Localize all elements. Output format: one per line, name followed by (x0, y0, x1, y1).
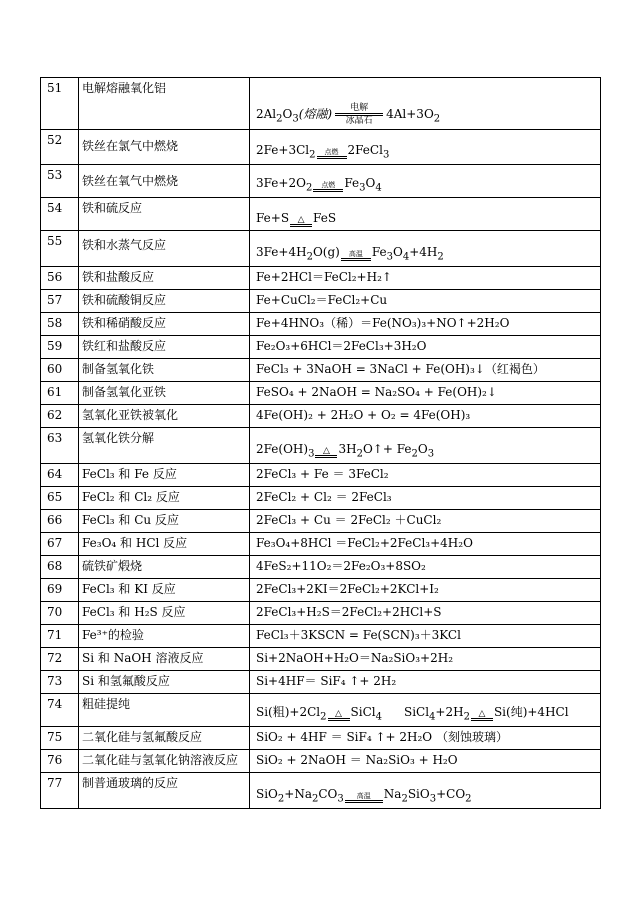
reaction-equation: SiO₂ + 4HF ＝ SiF₄ ↑+ 2H₂O （刻蚀玻璃） (250, 727, 601, 750)
table-row (41, 671, 601, 694)
reaction-name: 制备氢氧化铁 (79, 359, 250, 382)
reaction-equation: $2Fe(OH)_3$ △ $3H_2O↑+ Fe_2O_3$ (250, 428, 601, 464)
reaction-name: 粗硅提纯 (79, 694, 250, 727)
reaction-name: 电解熔融氧化铝 (79, 78, 250, 130)
reaction-condition: △ (290, 216, 312, 227)
reaction-equation: 2FeCl₃+H₂S＝2FeCl₂+2HCl+S (250, 602, 601, 625)
reaction-name: 铁丝在氧气中燃烧 (79, 165, 250, 198)
reaction-name: Fe₃O₄ 和 HCl 反应 (79, 533, 250, 556)
table-row (41, 267, 601, 290)
row-number: 60 (41, 359, 79, 382)
reaction-condition: $\frac{\text{电解}}{\text{冰晶石}}$ (335, 103, 383, 126)
table-row (41, 313, 601, 336)
table-row (41, 382, 601, 405)
row-number: 67 (41, 533, 79, 556)
reaction-name: 铁红和盐酸反应 (79, 336, 250, 359)
row-number: 76 (41, 750, 79, 773)
reaction-name: 硫铁矿煅烧 (79, 556, 250, 579)
row-number: 52 (41, 130, 79, 165)
table-row (41, 165, 601, 198)
table-row (41, 510, 601, 533)
row-number: 69 (41, 579, 79, 602)
table-row (41, 359, 601, 382)
reaction-equation: 4Fe(OH)₂ + 2H₂O + O₂ = 4Fe(OH)₃ (250, 405, 601, 428)
reaction-equation: 2FeCl₃ + Cu ＝ 2FeCl₂ ＋CuCl₂ (250, 510, 601, 533)
row-number: 72 (41, 648, 79, 671)
reaction-name: Si 和氢氟酸反应 (79, 671, 250, 694)
reaction-name: 二氧化硅与氢氧化钠溶液反应 (79, 750, 250, 773)
reaction-equation: FeSO₄ + 2NaOH = Na₂SO₄ + Fe(OH)₂↓ (250, 382, 601, 405)
table-row (41, 78, 601, 130)
reaction-equation: Fe+CuCl₂＝FeCl₂+Cu (250, 290, 601, 313)
table-row (41, 405, 601, 428)
table-row (41, 694, 601, 727)
row-number: 54 (41, 198, 79, 231)
table-row (41, 773, 601, 809)
row-number: 56 (41, 267, 79, 290)
row-number: 66 (41, 510, 79, 533)
row-number: 64 (41, 464, 79, 487)
row-number: 75 (41, 727, 79, 750)
reaction-name: Fe³⁺的检验 (79, 625, 250, 648)
reaction-name: FeCl₃ 和 H₂S 反应 (79, 602, 250, 625)
row-number: 68 (41, 556, 79, 579)
table-row (41, 750, 601, 773)
reaction-equation: Fe+2HCl＝FeCl₂+H₂↑ (250, 267, 601, 290)
row-number: 73 (41, 671, 79, 694)
reaction-condition: △ (315, 447, 337, 458)
reaction-name: 铁和盐酸反应 (79, 267, 250, 290)
reaction-equation: $2Fe+3Cl_2$ 点燃 2FeCl$_3$ (250, 130, 601, 165)
reaction-equation: FeCl₃ + 3NaOH = 3NaCl + Fe(OH)₃↓（红褐色） (250, 359, 601, 382)
reaction-condition: 高温 (345, 792, 383, 803)
row-number: 58 (41, 313, 79, 336)
reaction-condition: △ (328, 710, 350, 721)
row-number: 59 (41, 336, 79, 359)
reaction-name: 二氧化硅与氢氟酸反应 (79, 727, 250, 750)
row-number: 65 (41, 487, 79, 510)
reaction-name: 铁和稀硝酸反应 (79, 313, 250, 336)
reaction-name: 铁和水蒸气反应 (79, 231, 250, 267)
reaction-equation: 4FeS₂+11O₂＝2Fe₂O₃+8SO₂ (250, 556, 601, 579)
table-row (41, 727, 601, 750)
reaction-equation: SiO₂ + 2NaOH ＝ Na₂SiO₃ + H₂O (250, 750, 601, 773)
reaction-equation: $3Fe+4H_2O(g)$ 高温 $Fe_3O_4+4H_2$ (250, 231, 601, 267)
reaction-name: 铁和硫酸铜反应 (79, 290, 250, 313)
row-number: 53 (41, 165, 79, 198)
row-number: 51 (41, 78, 79, 130)
table-row (41, 487, 601, 510)
reaction-name: FeCl₃ 和 KI 反应 (79, 579, 250, 602)
table-row (41, 198, 601, 231)
row-number: 62 (41, 405, 79, 428)
reaction-equation: Fe+S △ FeS (250, 198, 601, 231)
reaction-name: 制备氢氧化亚铁 (79, 382, 250, 405)
reaction-name: Si 和 NaOH 溶液反应 (79, 648, 250, 671)
reaction-name: FeCl₃ 和 Fe 反应 (79, 464, 250, 487)
reaction-condition: 点燃 (317, 148, 347, 159)
reaction-name: 氢氧化铁分解 (79, 428, 250, 464)
table-row (41, 602, 601, 625)
table-row (41, 625, 601, 648)
reaction-equation: 2FeCl₃ + Fe ＝ 3FeCl₂ (250, 464, 601, 487)
row-number: 70 (41, 602, 79, 625)
table-row (41, 290, 601, 313)
reaction-name: 铁丝在氯气中燃烧 (79, 130, 250, 165)
reaction-name: 氢氧化亚铁被氧化 (79, 405, 250, 428)
row-number: 55 (41, 231, 79, 267)
table-row (41, 130, 601, 165)
reaction-name: FeCl₃ 和 Cu 反应 (79, 510, 250, 533)
table-row (41, 533, 601, 556)
reaction-condition: 高温 (341, 250, 371, 261)
reaction-equation: Fe₃O₄+8HCl ＝FeCl₂+2FeCl₃+4H₂O (250, 533, 601, 556)
table-row (41, 336, 601, 359)
table-row (41, 556, 601, 579)
table-row (41, 648, 601, 671)
reaction-name: FeCl₂ 和 Cl₂ 反应 (79, 487, 250, 510)
reaction-equation: Fe₂O₃+6HCl＝2FeCl₃+3H₂O (250, 336, 601, 359)
reaction-equation: 2FeCl₂ + Cl₂ ＝ 2FeCl₃ (250, 487, 601, 510)
reaction-table (40, 77, 601, 809)
reaction-equation: $SiO_2+Na_2CO_3$ 高温 $Na_2SiO_3+CO_2$ (250, 773, 601, 809)
table-row (41, 579, 601, 602)
reaction-condition: 点燃 (313, 181, 343, 192)
table-row (41, 231, 601, 267)
reaction-equation: Fe+4HNO₃（稀）＝Fe(NO₃)₃+NO↑+2H₂O (250, 313, 601, 336)
table-row (41, 464, 601, 487)
row-number: 57 (41, 290, 79, 313)
reaction-name: 制普通玻璃的反应 (79, 773, 250, 809)
reaction-equation: FeCl₃＋3KSCN = Fe(SCN)₃＋3KCl (250, 625, 601, 648)
reaction-condition: △ (471, 710, 493, 721)
row-number: 74 (41, 694, 79, 727)
table-row (41, 428, 601, 464)
row-number: 63 (41, 428, 79, 464)
reaction-equation: Si(粗)$+2Cl_2$ △ SiCl$_4$ $SiCl_4+2H_2$ △ Si(纯)+4HCl (250, 694, 601, 727)
reaction-name: 铁和硫反应 (79, 198, 250, 231)
reaction-equation: Si+4HF＝ SiF₄ ↑+ 2H₂ (250, 671, 601, 694)
row-number: 71 (41, 625, 79, 648)
reaction-equation: 2FeCl₃+2KI＝2FeCl₂+2KCl+I₂ (250, 579, 601, 602)
reaction-equation: $3Fe+2O_2$ 点燃 $Fe_3O_4$ (250, 165, 601, 198)
row-number: 77 (41, 773, 79, 809)
reaction-equation: $2Al_2O_3$(熔融) $\frac{\text{电解}}{\text{冰晶石}}$ $4Al+3O_2$ (250, 78, 601, 130)
row-number: 61 (41, 382, 79, 405)
reaction-equation: Si+2NaOH+H₂O＝Na₂SiO₃+2H₂ (250, 648, 601, 671)
